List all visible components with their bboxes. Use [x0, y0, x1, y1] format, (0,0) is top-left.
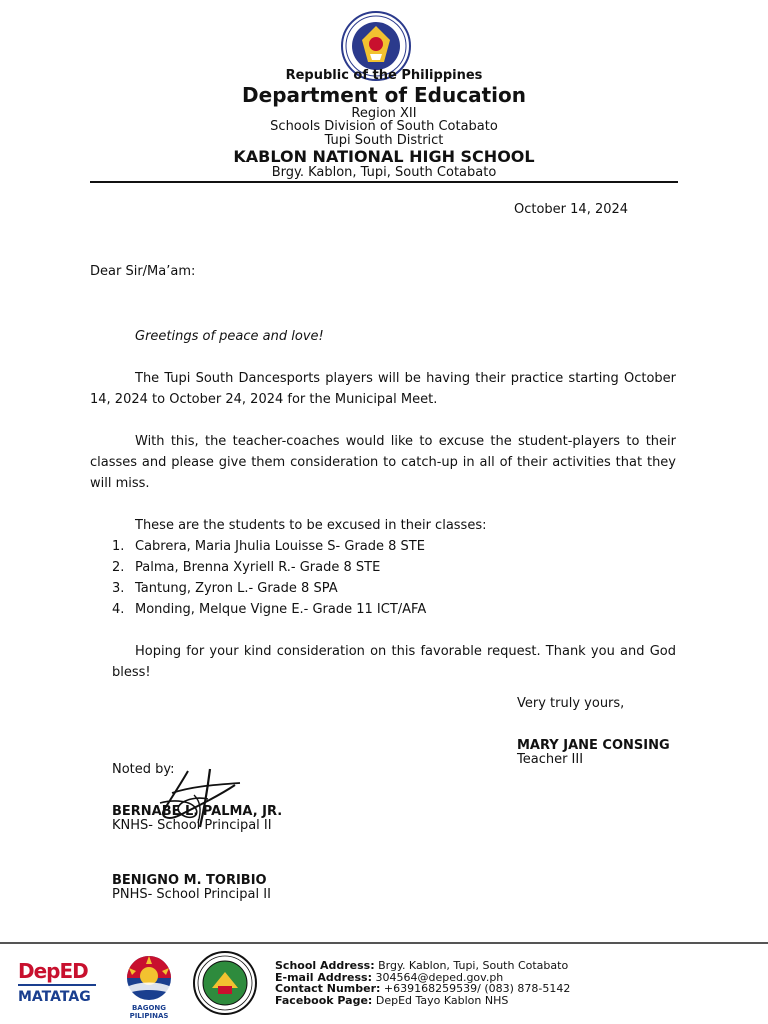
sender-name: MARY JANE CONSING: [517, 738, 670, 753]
footer-address: School Address: Brgy. Kablon, Tupi, South Cotabato: [275, 959, 569, 972]
school-seal-icon: [192, 950, 258, 1016]
list-item: 4. Monding, Melque Vigne E.- Grade 11 ICT/AFA: [112, 602, 427, 617]
department-title: Department of Education: [242, 83, 526, 107]
noter2-name: BENIGNO M. TORIBIO: [112, 873, 267, 888]
list-item: 2. Palma, Brenna Xyriell R.- Grade 8 STE: [112, 560, 381, 575]
header-divider: [90, 181, 678, 183]
school-name: KABLON NATIONAL HIGH SCHOOL: [233, 147, 535, 166]
footer-email: E-mail Address: 304564@deped.gov.ph: [275, 970, 504, 984]
list-item: 1. Cabrera, Maria Jhulia Louisse S- Grade 8 STE: [112, 539, 425, 554]
closing-phrase: Very truly yours,: [517, 696, 625, 711]
republic-line: Republic of the Philippines: [285, 68, 483, 83]
letter-date: October 14, 2024: [514, 202, 629, 217]
list-item: 3. Tantung, Zyron L.- Grade 8 SPA: [112, 581, 338, 596]
division-line: Schools Division of South Cotabato: [270, 119, 498, 134]
footer-divider: [0, 942, 768, 944]
noter1-name: BERNABE L. PALMA, JR.: [112, 804, 283, 819]
students-list: [112, 536, 426, 620]
region-line: Region XII: [351, 106, 417, 121]
footer-contact-block: [275, 960, 570, 1006]
district-line: Tupi South District: [324, 133, 444, 148]
closing-paragraph: Hoping for your kind consideration on this favorable request. Thank you and God bless!: [112, 644, 676, 680]
noter1-title: KNHS- School Principal II: [112, 818, 272, 833]
school-address: Brgy. Kablon, Tupi, South Cotabato: [271, 165, 497, 180]
handwritten-signature: [150, 765, 250, 835]
footer-facebook: Facebook Page: DepEd Tayo Kablon NHS: [275, 993, 509, 1007]
noter2-title: PNHS- School Principal II: [112, 887, 271, 902]
bagong-pilipinas-emblem-icon: [114, 950, 184, 1004]
bagong-pilipinas-logo: BAGONG PILIPINAS: [114, 950, 184, 1018]
sender-title: Teacher III: [517, 752, 584, 767]
noted-by-label: Noted by:: [112, 762, 175, 777]
paragraph-practice: The Tupi South Dancesports players will be having their practice starting October 14, 2024 to October 24, 2024 for the Municipal Meet.: [90, 371, 676, 407]
deped-matatag-logo: DepED MATATAG: [16, 955, 98, 1017]
list-intro: These are the students to be excused in their classes:: [135, 518, 487, 533]
greeting: Greetings of peace and love!: [135, 329, 324, 344]
footer-contact: Contact Number: +639168259539/ (083) 878-5142: [275, 982, 571, 995]
paragraph-excuse: With this, the teacher-coaches would like to excuse the student-players to their classes and please give them consideration to catch-up in all of their activities that they will miss.: [90, 434, 676, 491]
salutation: Dear Sir/Ma’am:: [90, 264, 196, 279]
